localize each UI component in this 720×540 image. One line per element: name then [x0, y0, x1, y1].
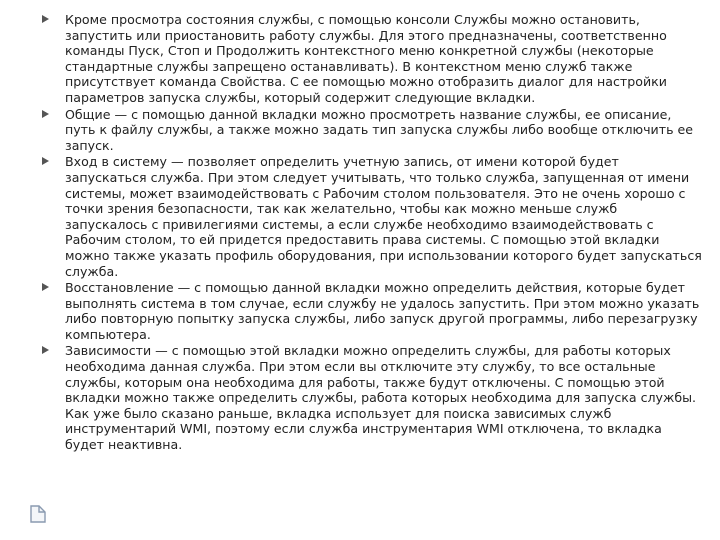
bullet-item-dependencies-tab	[40, 343, 702, 452]
bullet-item-intro	[40, 12, 702, 106]
triangle-bullet-icon	[42, 157, 49, 165]
bullet-item-logon-tab	[40, 154, 702, 279]
bullet-text-recovery-tab: Восстановление — с помощью данной вкладки можно определить действия, которые будет выполнять система в том случае, если службу не удалось запустить. При этом можно указать либо повторную попытку запуска службы, либо запуск другой программы, либо перезагрузку компьютера.	[65, 280, 700, 342]
bullet-text-general-tab: Общие — с помощью данной вкладки можно просмотреть название службы, ее описание, путь к файлу службы, а также можно задать тип запуска службы либо вообще отключить ее запуск.	[65, 106, 693, 153]
bullet-list	[40, 12, 702, 454]
slide-corner-nav-icon[interactable]	[30, 505, 46, 523]
bullet-text-dependencies-tab: Зависимости — с помощью этой вкладки можно определить службы, для работы которых необходима данная служба. При этом если вы отключите эту службу, то все остальные службы, которым она необходима для работы, также будут отключены. С помощью этой вкладки можно также определить службы, работа которых необходима для запуска службы. Как уже было сказано раньше, вкладка использует для поиска зависимых служб инструментарий WMI, поэтому если служба инструментария WMI отключена, то вкладка будет неактивна.	[65, 343, 697, 453]
bullet-text-intro: Кроме просмотра состояния службы, с помощью консоли Службы можно остановить, запустить или приостановить работу службы. Для этого предназначены, соответственно команды Пуск, Стоп и Продолжить контекстного меню конкретной службы (некоторые стандартные службы запрещено останавливать). В контекстном меню служб также присутствует команда Свойства. С ее помощью можно отобразить диалог для настройки параметров запуска службы, который содержит следующие вкладки.	[65, 12, 667, 105]
triangle-bullet-icon	[42, 283, 49, 291]
bullet-item-general-tab	[40, 107, 702, 154]
triangle-bullet-icon	[42, 110, 49, 118]
triangle-bullet-icon	[42, 15, 49, 23]
bullet-text-logon-tab: Вход в систему — позволяет определить учетную запись, от имени которой будет запускаться служба. При этом следует учитывать, что только служба, запущенная от имени системы, может взаимодействовать с Рабочим столом пользователя. Это не очень хорошо с точки зрения безопасности, так как желательно, чтобы как можно меньше служб запускалось с привилегиями системы, а если службе необходимо взаимодействовать с Рабочим столом, то ей придется предоставить права системы. С помощью этой вкладки можно также указать профиль оборудования, при использовании которого будет запускаться служба.	[65, 154, 702, 279]
bullet-item-recovery-tab	[40, 280, 702, 342]
triangle-bullet-icon	[42, 346, 49, 354]
